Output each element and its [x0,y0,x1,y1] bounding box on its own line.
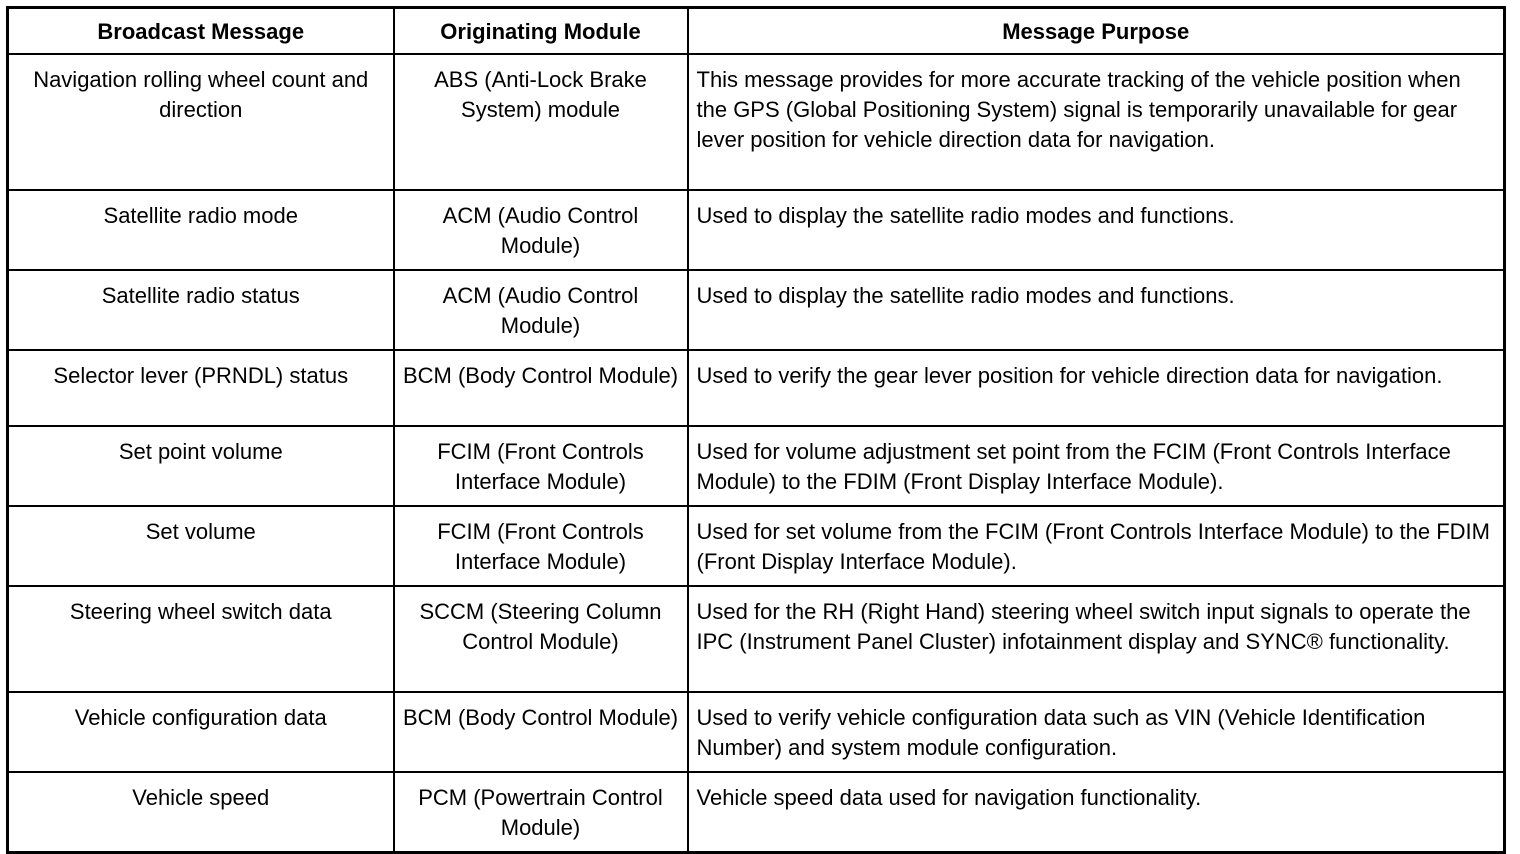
table-row [8,190,1505,270]
broadcast-message-cell: Steering wheel switch data [8,586,394,692]
originating-module-cell: PCM (Powertrain Control Module) [394,772,688,853]
message-purpose-cell: Vehicle speed data used for navigation functionality. [688,772,1505,853]
header-message-purpose: Message Purpose [688,8,1505,55]
table-row [8,586,1505,692]
originating-module-cell: ABS (Anti-Lock Brake System) module [394,54,688,190]
message-purpose-cell: Used to verify the gear lever position for vehicle direction data for navigation. [688,350,1505,426]
broadcast-message-cell: Navigation rolling wheel count and direction [8,54,394,190]
broadcast-message-cell: Vehicle speed [8,772,394,853]
originating-module-cell: SCCM (Steering Column Control Module) [394,586,688,692]
table-row [8,54,1505,190]
message-purpose-cell: Used to display the satellite radio modes and functions. [688,190,1505,270]
message-purpose-cell: Used for the RH (Right Hand) steering wheel switch input signals to operate the IPC (Instrument Panel Cluster) infotainment display and SYNC® functionality. [688,586,1505,692]
broadcast-message-cell: Set point volume [8,426,394,506]
message-purpose-cell: Used for set volume from the FCIM (Front Controls Interface Module) to the FDIM (Front Display Interface Module). [688,506,1505,586]
message-purpose-cell: Used for volume adjustment set point from the FCIM (Front Controls Interface Module) to the FDIM (Front Display Interface Module). [688,426,1505,506]
table-body [8,54,1505,853]
table-header [8,8,1505,55]
header-originating-module: Originating Module [394,8,688,55]
table-row [8,692,1505,772]
message-purpose-cell: Used to display the satellite radio modes and functions. [688,270,1505,350]
header-broadcast-message: Broadcast Message [8,8,394,55]
message-purpose-cell: Used to verify vehicle configuration data such as VIN (Vehicle Identification Number) and system module configuration. [688,692,1505,772]
message-purpose-cell: This message provides for more accurate tracking of the vehicle position when the GPS (Global Positioning System) signal is temporarily unavailable for gear lever position for vehicle direction data for navigation. [688,54,1505,190]
broadcast-message-cell: Vehicle configuration data [8,692,394,772]
originating-module-cell: FCIM (Front Controls Interface Module) [394,426,688,506]
broadcast-message-cell: Selector lever (PRNDL) status [8,350,394,426]
table-row [8,772,1505,853]
table-row [8,426,1505,506]
originating-module-cell: ACM (Audio Control Module) [394,270,688,350]
broadcast-message-cell: Satellite radio mode [8,190,394,270]
originating-module-cell: BCM (Body Control Module) [394,350,688,426]
broadcast-message-cell: Satellite radio status [8,270,394,350]
originating-module-cell: ACM (Audio Control Module) [394,190,688,270]
table-row [8,350,1505,426]
broadcast-message-table [6,6,1506,854]
table-row [8,270,1505,350]
header-row [8,8,1505,55]
originating-module-cell: FCIM (Front Controls Interface Module) [394,506,688,586]
broadcast-message-cell: Set volume [8,506,394,586]
originating-module-cell: BCM (Body Control Module) [394,692,688,772]
table-row [8,506,1505,586]
